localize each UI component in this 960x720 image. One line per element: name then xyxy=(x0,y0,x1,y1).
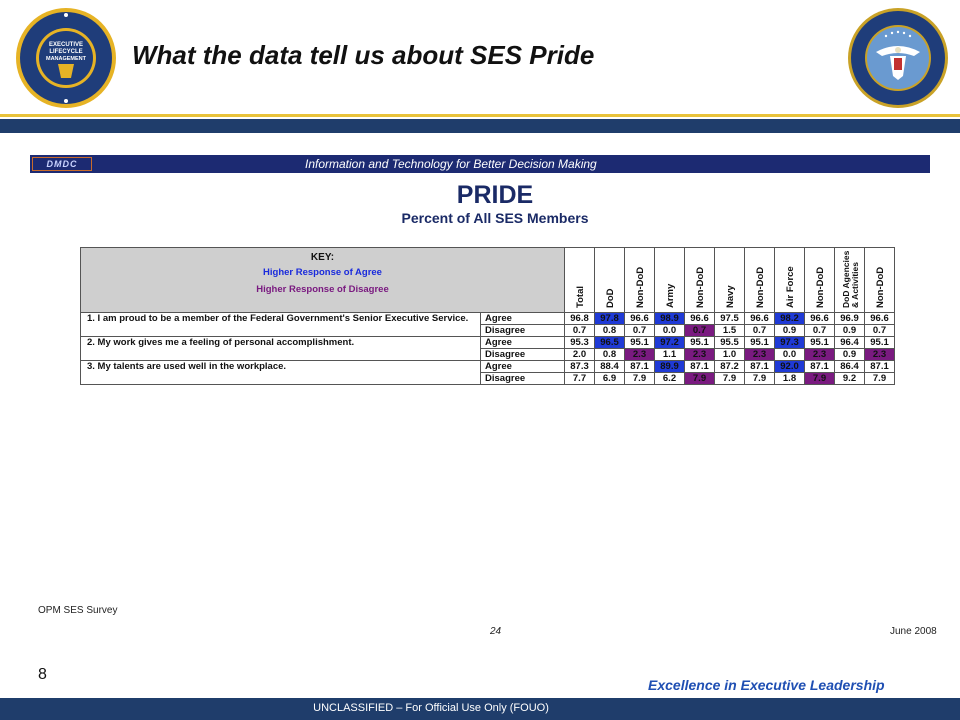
value-cell: 97.3 xyxy=(775,337,805,349)
value-cell: 0.0 xyxy=(775,349,805,361)
column-header: Navy xyxy=(715,248,745,313)
value-cell: 0.9 xyxy=(835,349,865,361)
value-cell: 1.5 xyxy=(715,325,745,337)
value-cell: 0.0 xyxy=(655,325,685,337)
value-cell: 7.9 xyxy=(625,373,655,385)
question-cell: 1. I am proud to be a member of the Federal Government's Senior Executive Service. xyxy=(81,313,481,337)
value-cell: 95.1 xyxy=(805,337,835,349)
value-cell: 95.5 xyxy=(715,337,745,349)
figure-title: PRIDE xyxy=(456,181,534,209)
response-cell: Disagree xyxy=(481,349,565,361)
value-cell: 95.1 xyxy=(625,337,655,349)
value-cell: 0.7 xyxy=(805,325,835,337)
key-agree: Higher Response of Agree xyxy=(263,267,382,278)
response-cell: Agree xyxy=(481,313,565,325)
value-cell: 96.9 xyxy=(835,313,865,325)
value-cell: 95.1 xyxy=(745,337,775,349)
value-cell: 96.6 xyxy=(745,313,775,325)
value-cell: 2.3 xyxy=(805,349,835,361)
dmdc-tagline: Information and Technology for Better Decision Making xyxy=(305,157,597,171)
value-cell: 96.5 xyxy=(595,337,625,349)
value-cell: 96.8 xyxy=(565,313,595,325)
slide-number: 8 xyxy=(38,666,47,683)
value-cell: 96.6 xyxy=(625,313,655,325)
figure-date: June 2008 xyxy=(890,626,937,637)
value-cell: 2.3 xyxy=(745,349,775,361)
key-disagree: Higher Response of Disagree xyxy=(256,284,389,295)
value-cell: 7.9 xyxy=(865,373,895,385)
value-cell: 7.9 xyxy=(715,373,745,385)
column-header: Non-DoD xyxy=(625,248,655,313)
column-header: Total xyxy=(565,248,595,313)
value-cell: 88.4 xyxy=(595,361,625,373)
value-cell: 95.3 xyxy=(565,337,595,349)
column-header: DoD Agencies & Activities xyxy=(835,248,865,313)
header-band xyxy=(0,119,960,133)
column-header: Army xyxy=(655,248,685,313)
table-row xyxy=(81,313,895,325)
value-cell: 2.3 xyxy=(685,349,715,361)
value-cell: 87.1 xyxy=(745,361,775,373)
column-header: Non-DoD xyxy=(745,248,775,313)
column-header: DoD xyxy=(595,248,625,313)
value-cell: 7.9 xyxy=(745,373,775,385)
svg-text:MANAGEMENT: MANAGEMENT xyxy=(45,56,87,62)
value-cell: 96.6 xyxy=(685,313,715,325)
value-cell: 9.2 xyxy=(835,373,865,385)
column-header: Non-DoD xyxy=(805,248,835,313)
response-cell: Agree xyxy=(481,361,565,373)
value-cell: 87.2 xyxy=(715,361,745,373)
value-cell: 0.7 xyxy=(685,325,715,337)
value-cell: 87.1 xyxy=(685,361,715,373)
value-cell: 96.6 xyxy=(865,313,895,325)
osd-elm-seal-logo xyxy=(14,6,118,110)
svg-text:LIFECYCLE: LIFECYCLE xyxy=(49,49,83,55)
column-header: Non-DoD xyxy=(865,248,895,313)
table-row xyxy=(81,361,895,373)
figure-subtitle: Percent of All SES Members xyxy=(401,210,589,226)
value-cell: 2.3 xyxy=(865,349,895,361)
value-cell: 87.1 xyxy=(865,361,895,373)
value-cell: 86.4 xyxy=(835,361,865,373)
svg-text:EXECUTIVE: EXECUTIVE xyxy=(48,42,84,48)
value-cell: 98.2 xyxy=(775,313,805,325)
value-cell: 89.9 xyxy=(655,361,685,373)
value-cell: 96.4 xyxy=(835,337,865,349)
dmdc-logo: DMDC xyxy=(32,157,92,171)
value-cell: 1.1 xyxy=(655,349,685,361)
key-title: KEY: xyxy=(310,252,335,263)
question-cell: 2. My work gives me a feeling of personal accomplishment. xyxy=(81,337,481,361)
value-cell: 7.7 xyxy=(565,373,595,385)
value-cell: 0.8 xyxy=(595,349,625,361)
value-cell: 7.9 xyxy=(685,373,715,385)
value-cell: 87.1 xyxy=(625,361,655,373)
value-cell: 98.9 xyxy=(655,313,685,325)
value-cell: 92.0 xyxy=(775,361,805,373)
dod-seal-logo xyxy=(846,6,950,110)
value-cell: 97.5 xyxy=(715,313,745,325)
table-key xyxy=(81,248,565,313)
column-header: Non-DoD xyxy=(685,248,715,313)
value-cell: 2.3 xyxy=(625,349,655,361)
header-rule xyxy=(0,114,960,117)
column-header: Air Force xyxy=(775,248,805,313)
value-cell: 1.8 xyxy=(775,373,805,385)
value-cell: 95.1 xyxy=(865,337,895,349)
value-cell: 0.7 xyxy=(745,325,775,337)
question-cell: 3. My talents are used well in the workplace. xyxy=(81,361,481,385)
footer-tagline: Excellence in Executive Leadership xyxy=(648,677,885,693)
value-cell: 95.1 xyxy=(685,337,715,349)
value-cell: 87.3 xyxy=(565,361,595,373)
value-cell: 1.0 xyxy=(715,349,745,361)
value-cell: 7.9 xyxy=(805,373,835,385)
source-note: OPM SES Survey xyxy=(38,605,118,616)
value-cell: 87.1 xyxy=(805,361,835,373)
value-cell: 0.7 xyxy=(565,325,595,337)
value-cell: 96.6 xyxy=(805,313,835,325)
slide-title: What the data tell us about SES Pride xyxy=(132,40,595,70)
figure-page-number: 24 xyxy=(490,626,502,637)
table-row xyxy=(81,337,895,349)
value-cell: 97.2 xyxy=(655,337,685,349)
classification-banner: UNCLASSIFIED – For Official Use Only (FOUO) xyxy=(313,702,549,714)
value-cell: 6.9 xyxy=(595,373,625,385)
value-cell: 97.8 xyxy=(595,313,625,325)
response-cell: Disagree xyxy=(481,373,565,385)
value-cell: 2.0 xyxy=(565,349,595,361)
value-cell: 0.9 xyxy=(835,325,865,337)
response-cell: Disagree xyxy=(481,325,565,337)
response-cell: Agree xyxy=(481,337,565,349)
value-cell: 0.8 xyxy=(595,325,625,337)
value-cell: 0.7 xyxy=(865,325,895,337)
value-cell: 0.7 xyxy=(625,325,655,337)
value-cell: 6.2 xyxy=(655,373,685,385)
value-cell: 0.9 xyxy=(775,325,805,337)
pride-table xyxy=(80,247,895,385)
